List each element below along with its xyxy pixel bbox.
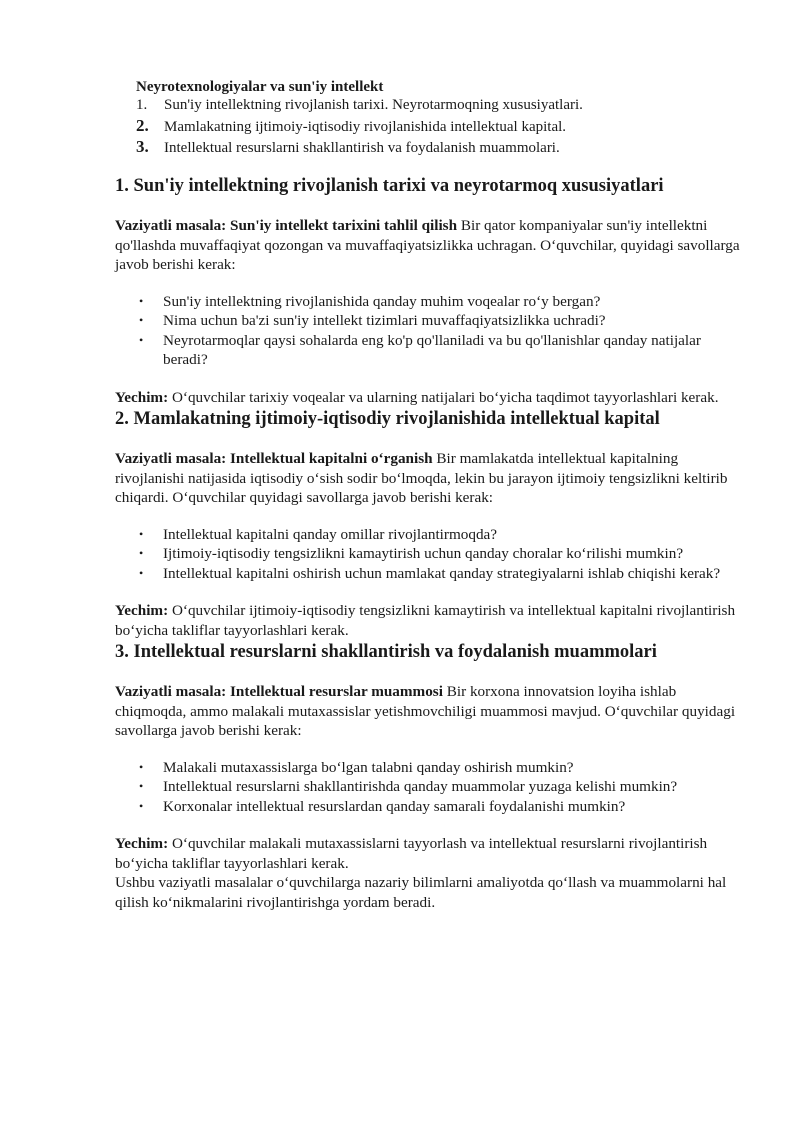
case-paragraph xyxy=(115,682,743,741)
case-text: Bir mamlakatda intellektual kapitalning rivojlanishi natijasida iqtisodiy o‘sish sodir bo‘lmoqda, lekin bu jarayon ijtimoiy tengsizlikni keltirib chiqardi. O‘quvchilar quyidagi savollarga javob berishi kerak: xyxy=(115,450,728,506)
document-body xyxy=(115,174,743,912)
question-item xyxy=(115,797,743,817)
section-1 xyxy=(115,174,743,407)
question-item xyxy=(115,311,743,331)
outline-item xyxy=(136,137,756,159)
bullet-icon: • xyxy=(139,798,144,813)
question-text: Korxonalar intellektual resurslardan qanday samarali foydalanishi mumkin? xyxy=(163,797,626,815)
solution-text: O‘quvchilar ijtimoiy-iqtisodiy tengsizlikni kamaytirish va intellektual kapitalni rivojlantirish bo‘yicha takliflar tayyorlashlari kerak. xyxy=(115,602,736,639)
bullet-icon: • xyxy=(139,526,144,541)
solution-label: Yechim: xyxy=(115,602,169,619)
question-list xyxy=(115,758,743,817)
question-item xyxy=(115,525,743,545)
section-heading: 1. Sun'iy intellektning rivojlanish tarixi va neyrotarmoq xususiyatlari xyxy=(115,176,664,196)
section-2 xyxy=(115,407,743,640)
question-list xyxy=(115,292,743,370)
bullet-icon: • xyxy=(139,293,144,308)
case-text: Bir qator kompaniyalar sun'iy intellektni qo'llashda muvaffaqiyat qozongan va muvaffaqiyatsizlikka uchragan. O‘quvchilar, quyidagi savollarga javob berishi kerak: xyxy=(115,217,740,273)
closing-paragraph: Ushbu vaziyatli masalalar o‘quvchilarga nazariy bilimlarni amaliyotda qo‘llash va muammolarni hal qilish ko‘nikmalarini rivojlantirishga yordam beradi. xyxy=(115,874,727,911)
question-text: Malakali mutaxassislarga bo‘lgan talabni qanday oshirish mumkin? xyxy=(163,758,574,776)
solution-paragraph xyxy=(115,834,743,873)
bullet-icon: • xyxy=(139,332,144,347)
solution-label: Yechim: xyxy=(115,835,169,852)
bullet-icon: • xyxy=(139,565,144,580)
case-paragraph xyxy=(115,449,743,508)
case-paragraph xyxy=(115,216,743,275)
case-label: Vaziyatli masala: Intellektual resurslar muammosi xyxy=(115,683,443,700)
question-text: Neyrotarmoqlar qaysi sohalarda eng ko'p qo'llaniladi va bu qo'llanishlar qanday natijalar beradi? xyxy=(163,331,701,368)
question-item xyxy=(115,331,743,370)
solution-label: Yechim: xyxy=(115,388,169,406)
question-item xyxy=(115,564,743,584)
outline-number: 2. xyxy=(136,115,149,135)
outline-item xyxy=(136,116,756,138)
question-text: Ijtimoiy-iqtisodiy tengsizlikni kamaytirish uchun qanday choralar ko‘rilishi mumkin? xyxy=(163,545,684,562)
section-heading: 2. Mamlakatning ijtimoiy-iqtisodiy rivojlanishida intellektual kapital xyxy=(115,409,660,429)
question-text: Sun'iy intellektning rivojlanishida qanday muhim voqealar ro‘y bergan? xyxy=(163,292,601,310)
document-title: Neyrotexnologiyalar va sun'iy intellekt xyxy=(136,79,384,95)
question-list xyxy=(115,525,743,584)
bullet-icon: • xyxy=(139,759,144,774)
solution-text: O‘quvchilar tarixiy voqealar va ularning natijalari bo‘yicha taqdimot tayyorlashlari kerak. xyxy=(168,388,719,406)
section-heading: 3. Intellektual resurslarni shakllantirish va foydalanish muammolari xyxy=(115,642,657,662)
solution-paragraph xyxy=(115,388,743,408)
solution-text: O‘quvchilar malakali mutaxassislarni tayyorlash va intellektual resurslarni rivojlantirish bo‘yicha takliflar tayyorlashlari kerak. xyxy=(115,835,708,872)
question-text: Intellektual kapitalni oshirish uchun mamlakat qanday strategiyalarni ishlab chiqishi kerak? xyxy=(163,564,721,582)
outline-text: Mamlakatning ijtimoiy-iqtisodiy rivojlanishida intellektual kapital. xyxy=(164,118,567,135)
section-3 xyxy=(115,640,743,873)
question-item xyxy=(115,292,743,312)
solution-paragraph xyxy=(115,601,743,640)
outline-number: 1. xyxy=(136,97,148,113)
question-text: Nima uchun ba'zi sun'iy intellekt tizimlari muvaffaqiyatsizlikka uchradi? xyxy=(163,312,606,329)
outline-text: Intellektual resurslarni shakllantirish va foydalanish muammolari. xyxy=(164,140,560,156)
question-item xyxy=(115,544,743,564)
question-text: Intellektual kapitalni qanday omillar rivojlantirmoqda? xyxy=(163,525,498,543)
outline-number: 3. xyxy=(136,137,149,156)
case-label: Vaziyatli masala: Intellektual kapitalni o‘rganish xyxy=(115,450,433,467)
case-label: Vaziyatli masala: Sun'iy intellekt tarixini tahlil qilish xyxy=(115,217,458,234)
question-text: Intellektual resurslarni shakllantirishda qanday muammolar yuzaga kelishi mumkin? xyxy=(163,778,678,795)
bullet-icon: • xyxy=(139,546,144,560)
outline-text: Sun'iy intellektning rivojlanish tarixi. Neyrotarmoqning xususiyatlari. xyxy=(164,97,583,113)
question-item xyxy=(115,777,743,797)
question-item xyxy=(115,758,743,778)
topic-outline xyxy=(136,95,756,159)
bullet-icon: • xyxy=(139,779,144,793)
bullet-icon: • xyxy=(139,313,144,327)
case-text: Bir korxona innovatsion loyiha ishlab chiqmoqda, ammo malakali mutaxassislar yetishmovchiligi muammosi mavjud. O‘quvchilar quyidagi savollarga javob berishi kerak: xyxy=(115,683,736,739)
outline-item xyxy=(136,95,756,116)
